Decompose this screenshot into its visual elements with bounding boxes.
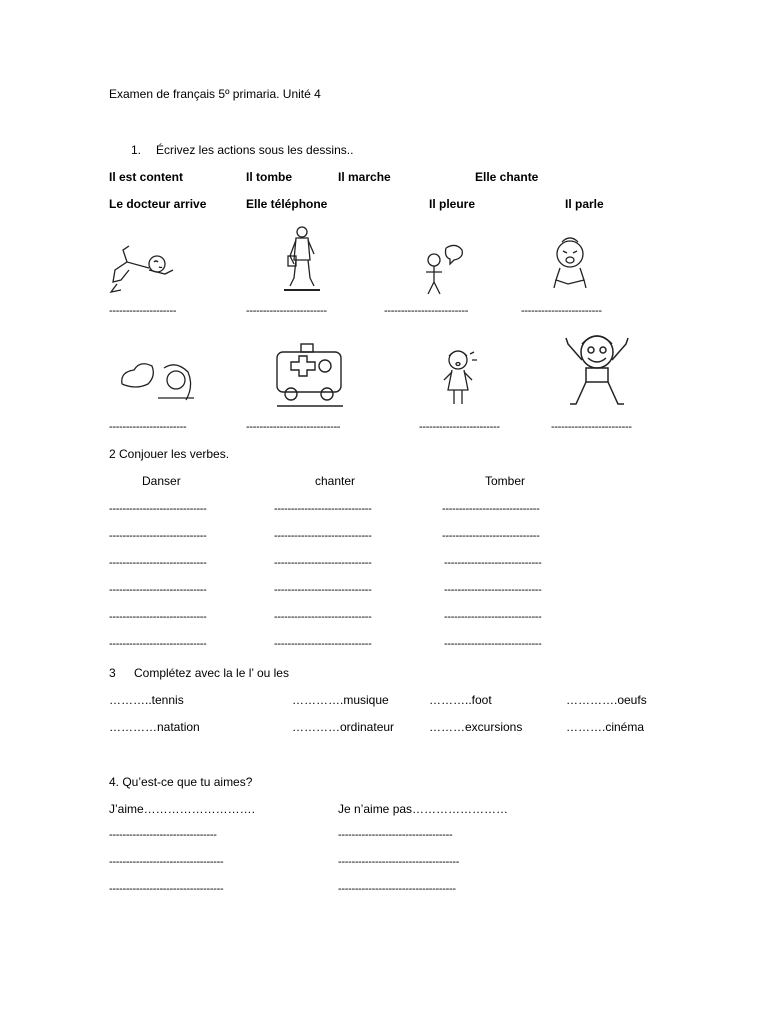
answer-line: -------------------- bbox=[109, 305, 177, 317]
ambulance-icon bbox=[273, 340, 347, 410]
article-item: …………natation bbox=[109, 720, 200, 734]
dislikes-line: ------------------------------------ bbox=[338, 856, 460, 868]
likes-line: ---------------------------------- bbox=[109, 856, 224, 868]
section1-number: 1. bbox=[131, 143, 142, 157]
article-item: ………..tennis bbox=[109, 693, 184, 707]
conjugation-line: ----------------------------- bbox=[109, 530, 207, 542]
likes-line: ---------------------------------- bbox=[109, 883, 224, 895]
section2-heading: 2 Conjouer les verbes. bbox=[109, 447, 230, 461]
conjugation-line: ----------------------------- bbox=[442, 503, 540, 515]
conjugation-line: ----------------------------- bbox=[109, 503, 207, 515]
woman-on-phone-icon bbox=[118, 358, 198, 402]
dislikes-line: ----------------------------------- bbox=[338, 883, 456, 895]
happy-boy-icon bbox=[564, 330, 630, 410]
action-word: Il pleure bbox=[429, 197, 476, 211]
answer-line: ------------------------- bbox=[384, 305, 469, 317]
answer-line: ----------------------- bbox=[109, 421, 187, 433]
article-item: ……….cinéma bbox=[566, 720, 645, 734]
likes-header: J’aime………………………. bbox=[109, 802, 256, 816]
page-title: Examen de français 5º primaria. Unité 4 bbox=[109, 87, 321, 101]
section1-heading: Écrivez les actions sous les dessins.. bbox=[156, 143, 354, 157]
article-item: ………….musique bbox=[292, 693, 389, 707]
action-word: Il marche bbox=[338, 170, 391, 184]
action-word: Elle téléphone bbox=[246, 197, 328, 211]
article-item: ………….oeufs bbox=[566, 693, 647, 707]
conjugation-line: ----------------------------- bbox=[109, 611, 207, 623]
conjugation-line: ----------------------------- bbox=[274, 503, 372, 515]
conjugation-line: ----------------------------- bbox=[274, 611, 372, 623]
action-word: Il tombe bbox=[246, 170, 293, 184]
conjugation-line: ----------------------------- bbox=[444, 638, 542, 650]
conjugation-line: ----------------------------- bbox=[109, 557, 207, 569]
walking-man-icon bbox=[280, 224, 324, 296]
likes-line: -------------------------------- bbox=[109, 829, 217, 841]
section4-heading: 4. Qu’est-ce que tu aimes? bbox=[109, 775, 253, 789]
section3-heading: Complétez avec la le l’ ou les bbox=[134, 666, 289, 680]
conjugation-line: ----------------------------- bbox=[444, 557, 542, 569]
conjugation-line: ----------------------------- bbox=[274, 557, 372, 569]
article-item: …………ordinateur bbox=[292, 720, 395, 734]
verb-header: chanter bbox=[315, 474, 356, 488]
answer-line: ------------------------ bbox=[521, 305, 602, 317]
conjugation-line: ----------------------------- bbox=[442, 530, 540, 542]
action-word: Le docteur arrive bbox=[109, 197, 207, 211]
conjugation-line: ----------------------------- bbox=[444, 611, 542, 623]
crying-child-icon bbox=[548, 236, 594, 292]
answer-line: ------------------------ bbox=[419, 421, 500, 433]
action-word: Elle chante bbox=[475, 170, 539, 184]
falling-person-icon bbox=[107, 240, 177, 298]
action-word: Il est content bbox=[109, 170, 184, 184]
answer-line: ------------------------ bbox=[551, 421, 632, 433]
conjugation-line: ----------------------------- bbox=[444, 584, 542, 596]
singing-girl-icon bbox=[440, 346, 480, 410]
answer-line: ------------------------ bbox=[246, 305, 327, 317]
dislikes-line: ---------------------------------- bbox=[338, 829, 453, 841]
conjugation-line: ----------------------------- bbox=[109, 584, 207, 596]
action-word: Il parle bbox=[565, 197, 604, 211]
conjugation-line: ----------------------------- bbox=[274, 638, 372, 650]
dislikes-header: Je n’aime pas…………………… bbox=[338, 802, 509, 816]
speaking-person-icon bbox=[420, 242, 466, 298]
answer-line: ---------------------------- bbox=[246, 421, 341, 433]
section3-number: 3 bbox=[109, 666, 116, 680]
conjugation-line: ----------------------------- bbox=[109, 638, 207, 650]
verb-header: Danser bbox=[142, 474, 181, 488]
conjugation-line: ----------------------------- bbox=[274, 584, 372, 596]
article-item: ………excursions bbox=[429, 720, 523, 734]
verb-header: Tomber bbox=[485, 474, 526, 488]
conjugation-line: ----------------------------- bbox=[274, 530, 372, 542]
article-item: ………..foot bbox=[429, 693, 492, 707]
